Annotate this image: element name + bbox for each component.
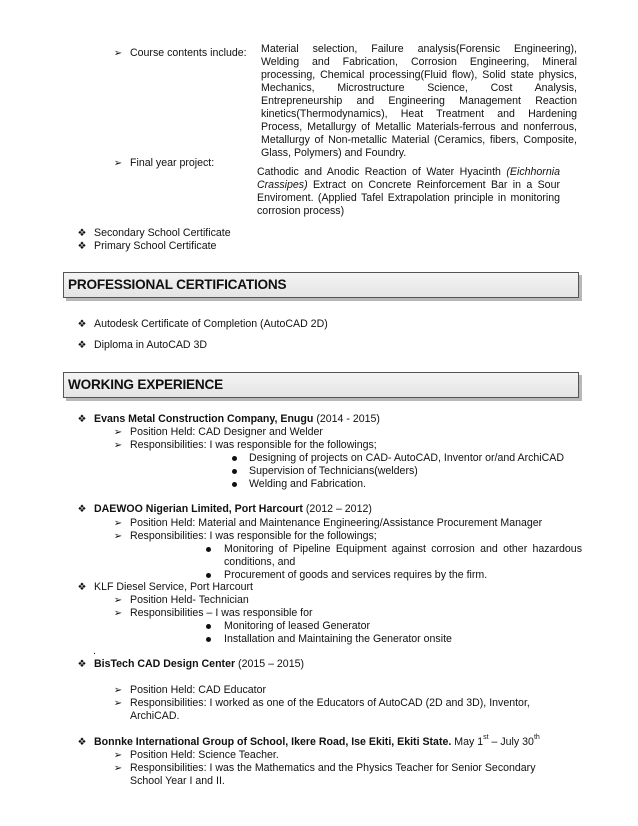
duty-item: Welding and Fabrication. bbox=[249, 478, 366, 490]
duty-item: Designing of projects on CAD- AutoCAD, Inventor or/and ArchiCAD bbox=[249, 452, 565, 464]
company-name: BisTech CAD Design Center bbox=[94, 658, 236, 670]
dot-bullet-icon bbox=[232, 469, 237, 474]
company-name: Evans Metal Construction Company, Enugu bbox=[94, 413, 314, 425]
position-held: Position Held: CAD Educator bbox=[130, 684, 267, 696]
dot-bullet-icon bbox=[206, 637, 211, 642]
responsibility-line: Responsibilities: I was the Mathematics and the Physics Teacher for Senior Secondary bbox=[130, 762, 536, 774]
certification-item: Autodesk Certificate of Completion (AutoCAD 2D) bbox=[94, 318, 328, 330]
arrow-bullet-icon: ➢ bbox=[113, 595, 123, 606]
course-line: Glass, Polymers) and Foundry. bbox=[261, 147, 407, 159]
position-held: Position Held: Material and Maintenance Engineering/Assistance Procurement Manager bbox=[130, 517, 543, 529]
arrow-bullet-icon: ➢ bbox=[113, 685, 123, 696]
arrow-bullet-icon: ➢ bbox=[113, 158, 123, 169]
project-line: corrosion process) bbox=[257, 205, 345, 217]
course-line: Welding and Fabrication, Corrosion Engineering, Mineral bbox=[261, 56, 577, 68]
duty-item: Installation and Maintaining the Generator onsite bbox=[224, 633, 452, 645]
job-dates: May 1st – July 30th bbox=[454, 734, 540, 748]
job-dates: (2015 – 2015) bbox=[238, 658, 305, 670]
duty-item bbox=[224, 543, 582, 569]
course-line: kinetics(Thermodynamics), Heat Treatment and Hardening bbox=[261, 108, 577, 120]
course-contents-label: Course contents include: bbox=[130, 47, 247, 59]
duty-item: Supervision of Technicians(welders) bbox=[249, 465, 418, 477]
experience-section-header bbox=[63, 372, 579, 398]
responsibilities bbox=[130, 762, 536, 788]
job-heading-bistech bbox=[94, 658, 304, 671]
duty-item: Procurement of goods and services requires by the firm. bbox=[224, 569, 488, 581]
company-name: Bonnke International Group of School, Ikere Road, Ise Ekiti, Ekiti State. bbox=[94, 736, 452, 748]
secondary-certificate: Secondary School Certificate bbox=[94, 227, 231, 239]
arrow-bullet-icon: ➢ bbox=[113, 531, 123, 542]
responsibilities: Responsibilities: I was responsible for the followings; bbox=[130, 439, 377, 451]
diamond-bullet-icon: ❖ bbox=[77, 228, 87, 239]
course-line: Material selection, Failure analysis(Forensic Engineering), bbox=[261, 43, 577, 55]
project-line: Crassipes) Extract on Concrete Reinforcement Bar in a Sour bbox=[257, 179, 560, 191]
duty-line: Monitoring of Pipeline Equipment against corrosion and other hazardous bbox=[224, 543, 582, 555]
certification-item: Diploma in AutoCAD 3D bbox=[94, 339, 208, 351]
dot-bullet-icon bbox=[206, 547, 211, 552]
dot-bullet-icon bbox=[232, 482, 237, 487]
course-line: Metallurgy of Non-metallic Material (Ceramics, fibers, Composite, bbox=[261, 134, 577, 146]
position-held: Position Held: CAD Designer and Welder bbox=[130, 426, 323, 438]
responsibility-line: Responsibilities: I worked as one of the Educators of AutoCAD (2D and 3D), Inventor, bbox=[130, 697, 530, 709]
job-heading-bonnke bbox=[94, 736, 540, 749]
diamond-bullet-icon: ❖ bbox=[77, 340, 87, 351]
course-line: Process, Metallurgy of Metallic Materials-ferrous and nonferrous, bbox=[261, 121, 577, 133]
diamond-bullet-icon: ❖ bbox=[77, 414, 87, 425]
section-title: PROFESSIONAL CERTIFICATIONS bbox=[68, 277, 287, 292]
diamond-bullet-icon: ❖ bbox=[77, 504, 87, 515]
course-line: Entrepreneurship and Engineering Management Reaction bbox=[261, 95, 577, 107]
job-heading-evans bbox=[94, 413, 380, 426]
arrow-bullet-icon: ➢ bbox=[113, 750, 123, 761]
responsibility-line: ArchiCAD. bbox=[130, 710, 180, 722]
diamond-bullet-icon: ❖ bbox=[77, 737, 87, 748]
dot-bullet-icon bbox=[206, 624, 211, 629]
dot-bullet-icon bbox=[206, 573, 211, 578]
arrow-bullet-icon: ➢ bbox=[113, 608, 123, 619]
diamond-bullet-icon: ❖ bbox=[77, 319, 87, 330]
primary-certificate: Primary School Certificate bbox=[94, 240, 217, 252]
responsibilities: Responsibilities – I was responsible for bbox=[130, 607, 313, 619]
arrow-bullet-icon: ➢ bbox=[113, 698, 123, 709]
responsibilities: Responsibilities: I was responsible for the followings; bbox=[130, 530, 377, 542]
diamond-bullet-icon: ❖ bbox=[77, 582, 87, 593]
final-year-project-label: Final year project: bbox=[130, 157, 215, 169]
stray-period: . bbox=[93, 645, 96, 657]
course-contents-list bbox=[261, 43, 577, 160]
section-title: WORKING EXPERIENCE bbox=[68, 377, 224, 392]
job-heading-daewoo bbox=[94, 503, 372, 516]
dot-bullet-icon bbox=[232, 456, 237, 461]
position-held: Position Held- Technician bbox=[130, 594, 249, 606]
responsibility-line: School Year I and II. bbox=[130, 775, 225, 787]
course-line: Mechanics, Microstructure Science, Cost Analysis, bbox=[261, 82, 577, 94]
final-year-project-text bbox=[257, 166, 560, 218]
arrow-bullet-icon: ➢ bbox=[113, 763, 123, 774]
project-line: Enviroment. (Applied Tafel Extrapolation principle in monitoring bbox=[257, 192, 560, 204]
diamond-bullet-icon: ❖ bbox=[77, 659, 87, 670]
job-dates: (2012 – 2012) bbox=[305, 503, 372, 515]
job-dates: (2014 - 2015) bbox=[316, 413, 380, 425]
arrow-bullet-icon: ➢ bbox=[113, 518, 123, 529]
arrow-bullet-icon: ➢ bbox=[113, 427, 123, 438]
diamond-bullet-icon: ❖ bbox=[77, 241, 87, 252]
duty-line: conditions, and bbox=[224, 556, 296, 568]
company-name: DAEWOO Nigerian Limited, Port Harcourt bbox=[94, 503, 303, 515]
responsibilities bbox=[130, 697, 530, 723]
course-line: processing, Chemical processing(Fluid flow), Solid state physics, bbox=[261, 69, 577, 81]
company-name: KLF Diesel Service, Port Harcourt bbox=[94, 581, 253, 593]
duty-item: Monitoring of leased Generator bbox=[224, 620, 371, 632]
arrow-bullet-icon: ➢ bbox=[113, 48, 123, 59]
certifications-section-header bbox=[63, 272, 579, 298]
position-held: Position Held: Science Teacher. bbox=[130, 749, 279, 761]
arrow-bullet-icon: ➢ bbox=[113, 440, 123, 451]
project-line: Cathodic and Anodic Reaction of Water Hyacinth (Eichhornia bbox=[257, 166, 560, 178]
